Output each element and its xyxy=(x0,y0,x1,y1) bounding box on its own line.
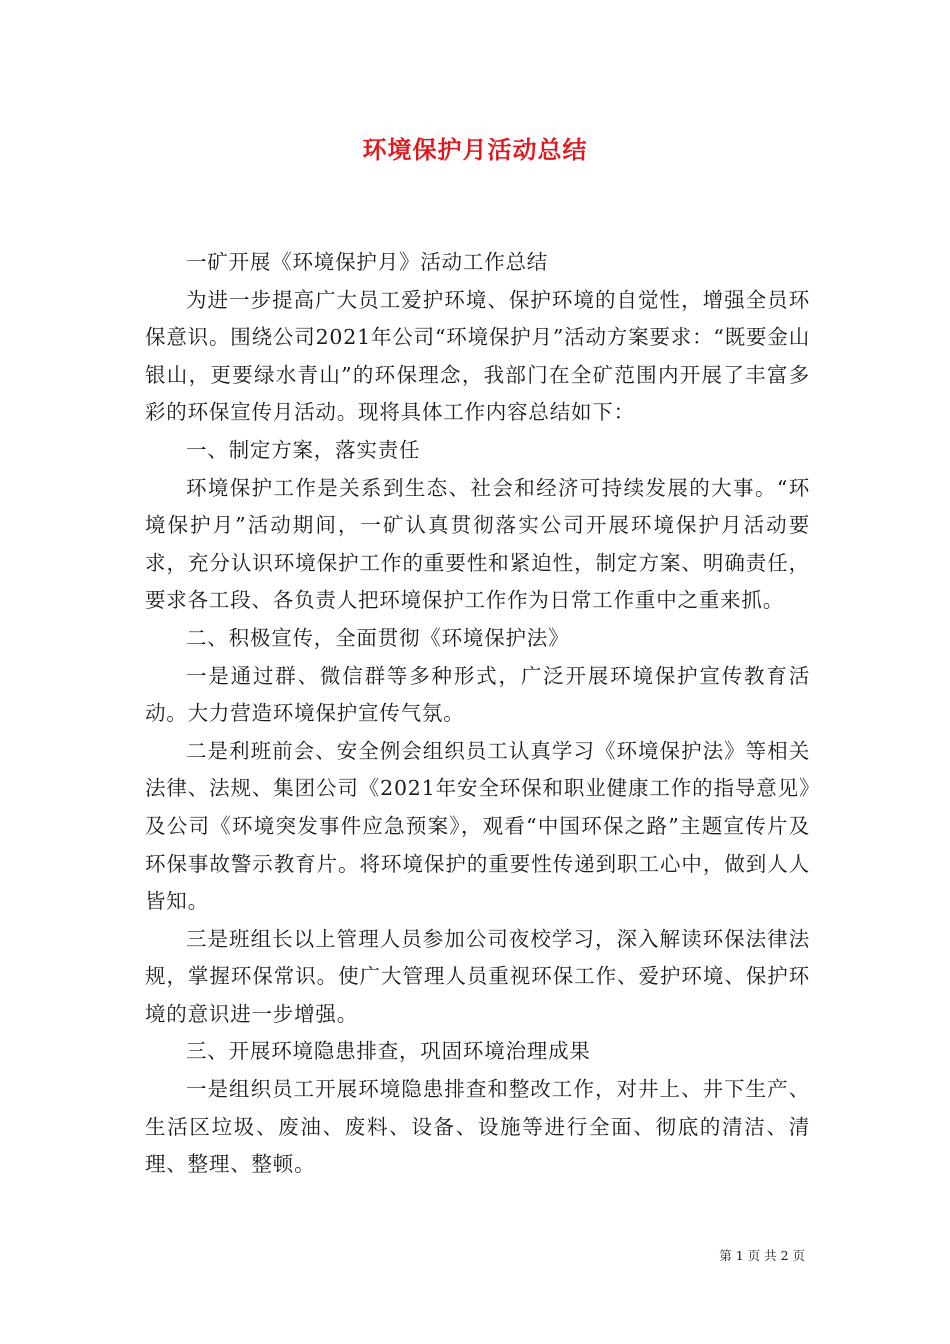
section-heading-3: 三、开展环境隐患排查，巩固环境治理成果 xyxy=(186,1039,591,1064)
page-title: 环境保护月活动总结 xyxy=(362,135,588,164)
document-body xyxy=(145,244,810,1184)
section-heading-1: 一、制定方案，落实责任 xyxy=(186,437,421,462)
intro-paragraph: 为进一步提高广大员工爱护环境、保护环境的自觉性，增强全员环保意识。围绕公司2021年公司“环境保护月”活动方案要求：“既要金山银山，更要绿水青山”的环保理念，我部门在全矿范围内开展了丰富多彩的环保宣传月活动。现将具体工作内容总结如下： xyxy=(145,287,810,425)
section-heading-2: 二、积极宣传，全面贯彻《环境保护法》 xyxy=(186,625,570,650)
subtitle-paragraph: 一矿开展《环境保护月》活动工作总结 xyxy=(186,250,549,274)
section-2-item-2: 二是利班前会、安全例会组织员工认真学习《环境保护法》等相关法律、法规、集团公司《2021年安全环保和职业健康工作的指导意见》及公司《环境突发事件应急预案》，观看“中国环保之路”主题宣传片及环保事故警示教育片。将环境保护的重要性传递到职工心中，做到人人皆知。 xyxy=(145,738,810,914)
page-number-footer: 第 1 页 共 2 页 xyxy=(719,1248,805,1263)
section-2-item-1: 一是通过群、微信群等多种形式，广泛开展环境保护宣传教育活动。大力营造环境保护宣传气氛。 xyxy=(145,663,810,726)
section-3-item-1: 一是组织员工开展环境隐患排查和整改工作，对井上、井下生产、生活区垃圾、废油、废料、设备、设施等进行全面、彻底的清洁、清理、整理、整顿。 xyxy=(145,1077,810,1177)
section-1-paragraph: 环境保护工作是关系到生态、社会和经济可持续发展的大事。“环境保护月”活动期间，一矿认真贯彻落实公司开展环境保护月活动要求，充分认识环境保护工作的重要性和紧迫性，制定方案、明确责任，要求各工段、各负责人把环境保护工作作为日常工作重中之重来抓。 xyxy=(145,475,810,613)
section-2-item-3: 三是班组长以上管理人员参加公司夜校学习，深入解读环保法律法规，掌握环保常识。使广大管理人员重视环保工作、爱护环境、保护环境的意识进一步增强。 xyxy=(145,926,810,1026)
